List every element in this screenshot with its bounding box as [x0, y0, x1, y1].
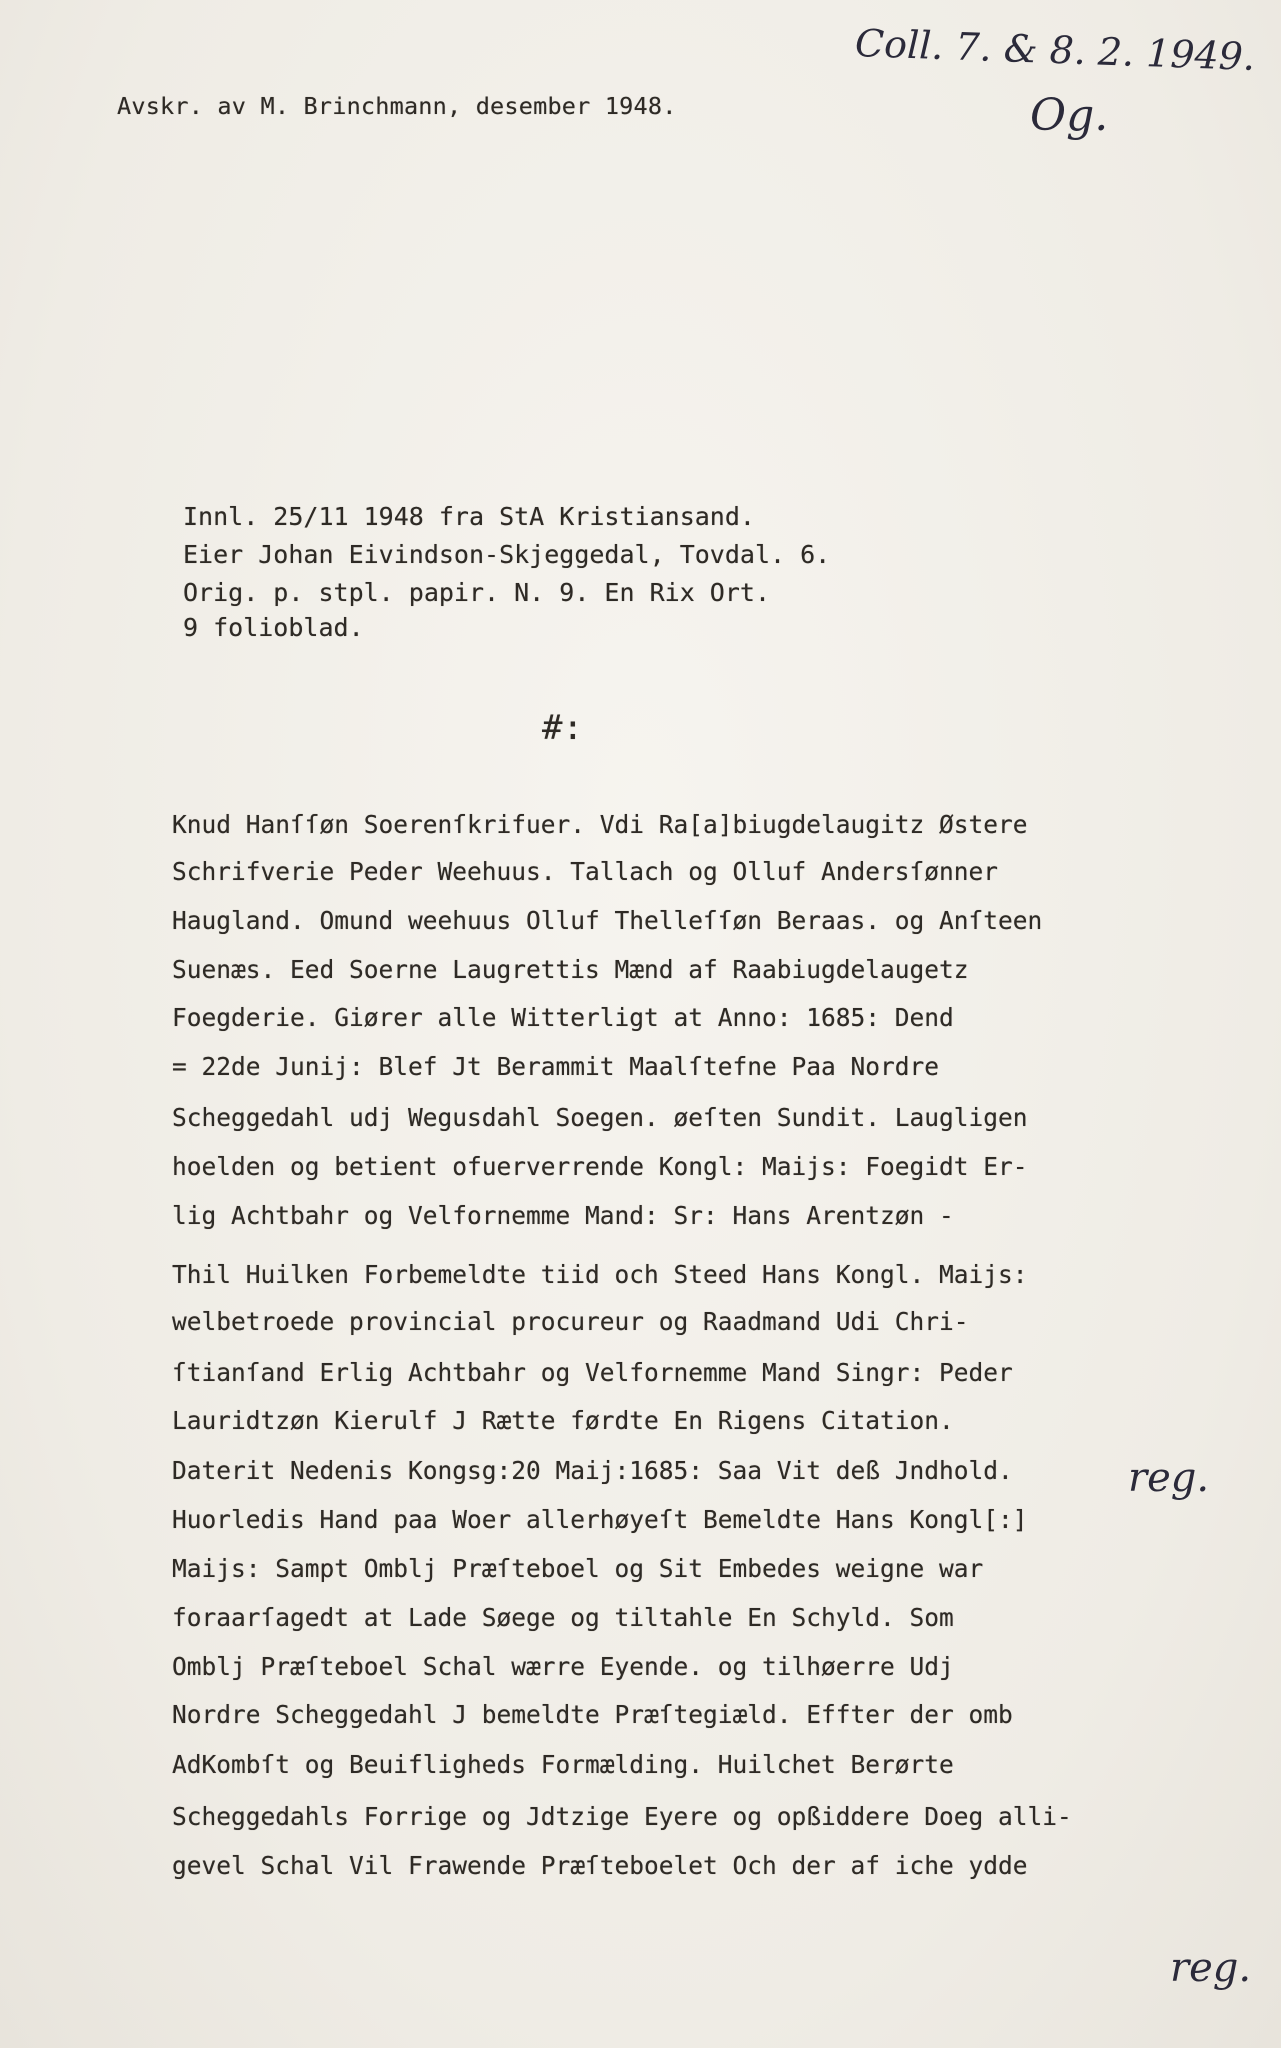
body-line: foraarſagedt at Lade Søege og tiltahle En Schyld. Som	[172, 1603, 954, 1632]
body-line: AdKombſt og Beuifligheds Formælding. Huilchet Berørte	[172, 1750, 954, 1779]
body-line: Omblj Præſteboel Schal wærre Eyende. og tilhøerre Udj	[172, 1652, 954, 1681]
body-line: lig Achtbahr og Velfornemme Mand: Sr: Hans Arentzøn -	[172, 1201, 954, 1230]
source-info-line: Eier Johan Eivindson-Skjeggedal, Tovdal. 6.	[183, 540, 831, 569]
body-line: = 22de Junij: Blef Jt Berammit Maalſtefne Paa Nordre	[172, 1052, 940, 1081]
body-line: Daterit Nedenis Kongsg:20 Maij:1685: Saa Vit deß Jndhold.	[172, 1456, 1013, 1485]
section-marker: #:	[542, 708, 584, 748]
body-line: Nordre Scheggedahl J bemeldte Præſtegiæld. Effter der omb	[172, 1700, 1013, 1729]
margin-note-reg: reg.	[1128, 1455, 1210, 1501]
margin-note-reg: reg.	[1170, 1945, 1252, 1991]
body-line: gevel Schal Vil Frawende Præſteboelet Och der af iche ydde	[172, 1851, 1028, 1880]
body-line: Foegderie. Giører alle Witterligt at Anno: 1685: Dend	[172, 1003, 954, 1032]
body-line: Maijs: Sampt Omblj Præſteboel og Sit Embedes weigne war	[172, 1554, 984, 1583]
transcription-note: Avskr. av M. Brinchmann, desember 1948.	[117, 92, 677, 120]
body-line: Lauridtzøn Kierulf J Rætte førdte En Rigens Citation.	[172, 1406, 954, 1435]
body-line: Suenæs. Eed Soerne Laugrettis Mænd af Raabiugdelaugetz	[172, 955, 969, 984]
body-line: ſtianſand Erlig Achtbahr og Velfornemme Mand Singr: Peder	[172, 1358, 1013, 1387]
body-line: welbetroede provincial procureur og Raadmand Udi Chri-	[172, 1307, 969, 1336]
collation-note: Coll. 7. & 8. 2. 1949.	[854, 21, 1256, 79]
body-line: Haugland. Omund weehuus Olluf Thelleſſøn Beraas. og Anſteen	[172, 906, 1043, 935]
body-line: Huorledis Hand paa Woer allerhøyeſt Bemeldte Hans Kongl[:]	[172, 1505, 1028, 1534]
initials: Og.	[1030, 90, 1109, 141]
source-info-line: Orig. p. stpl. papir. N. 9. En Rix Ort.	[183, 578, 770, 607]
source-info-line: 9 folioblad.	[183, 613, 364, 642]
source-info-line: Innl. 25/11 1948 fra StA Kristiansand.	[183, 502, 755, 531]
body-line: Schrifverie Peder Weehuus. Tallach og Olluf Andersſønner	[172, 857, 999, 886]
body-line: Scheggedahl udj Wegusdahl Soegen. øeſten Sundit. Laugligen	[172, 1103, 1028, 1132]
body-line: Thil Huilken Forbemeldte tiid och Steed Hans Kongl. Maijs:	[172, 1260, 1028, 1289]
body-line: Knud Hanſſøn Soerenſkrifuer. Vdi Ra[a]biugdelaugitz Østere	[172, 810, 1028, 839]
body-line: hoelden og betient ofuerverrende Kongl: Maijs: Foegidt Er-	[172, 1152, 1028, 1181]
body-line: Scheggedahls Forrige og Jdtzige Eyere og opßiddere Doeg alli-	[172, 1802, 1072, 1831]
